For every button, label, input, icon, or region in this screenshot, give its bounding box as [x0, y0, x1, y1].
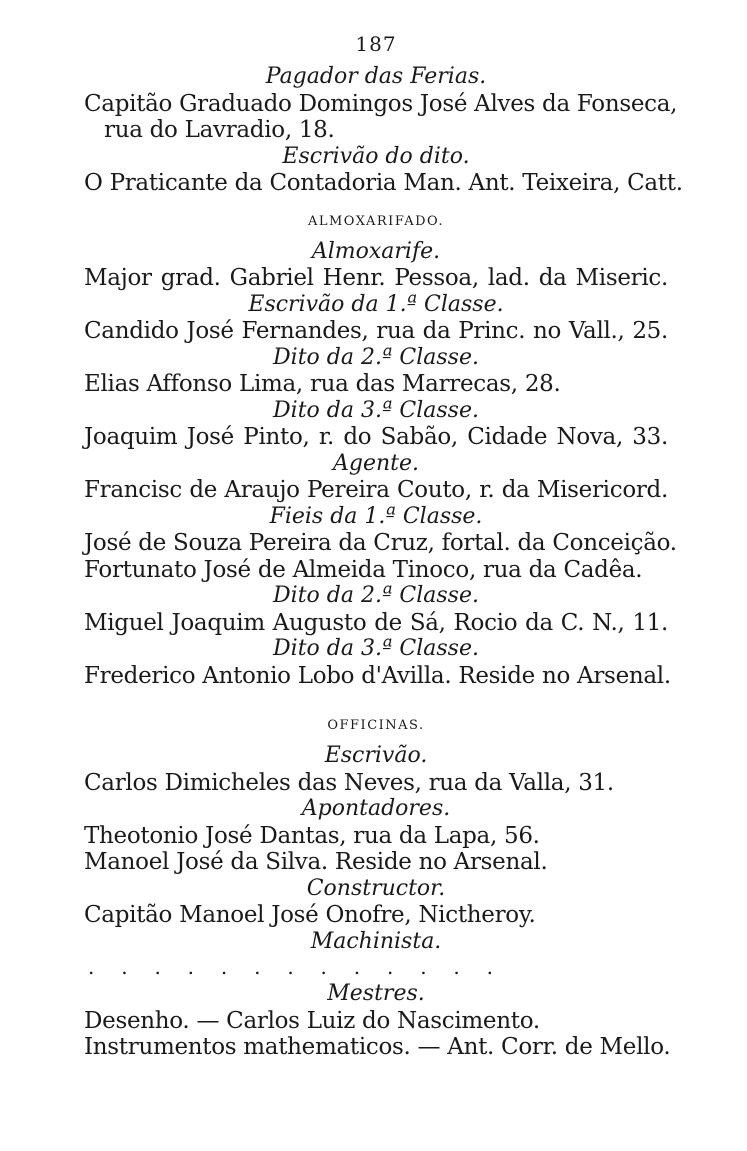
- heading-dito-3-classe: Dito da 3.ª Classe.: [273, 397, 479, 423]
- ellipsis-dot: .: [287, 955, 294, 979]
- heading-apontadores: Apontadores.: [301, 796, 451, 821]
- heading-constructor: Constructor.: [306, 875, 446, 901]
- heading-escrivao-1-classe: Escrivão da 1.ª Classe.: [248, 291, 504, 317]
- heading-escrivao: Escrivão.: [324, 743, 428, 768]
- heading-pagador: Pagador das Ferias.: [265, 64, 487, 89]
- heading-almoxarife: Almoxarife.: [311, 238, 441, 264]
- section-title-almoxarifado: ALMOXARIFADO.: [307, 213, 445, 229]
- heading-machinista: Machinista.: [310, 928, 442, 954]
- entry-text: Capitão Graduado Domingos José Alves da Fonseca,: [84, 90, 678, 117]
- ellipsis-dot: .: [353, 955, 361, 979]
- section-title-officinas: OFFICINAS.: [327, 718, 425, 733]
- ellipsis-dot: .: [220, 955, 228, 979]
- ellipsis-dot: .: [486, 955, 493, 979]
- heading-agente: Agente.: [332, 450, 419, 476]
- entry-text: Miguel Joaquim Augusto de Sá, Rocio da C. N., 11.: [84, 609, 668, 636]
- ellipsis-dot: .: [187, 955, 195, 979]
- entry-text: Carlos Dimicheles das Neves, rua da Valla, 31.: [84, 769, 614, 796]
- entry-text: Elias Affonso Lima, rua das Marrecas, 28.: [84, 371, 561, 397]
- ellipsis-dot: .: [254, 955, 261, 979]
- book-page: [84, 28, 683, 1061]
- heading-dito-3-classe: Dito da 3.ª Classe.: [273, 636, 479, 661]
- entry-text: Candido José Fernandes, rua da Princ. no Vall., 25.: [84, 318, 668, 344]
- entry-text: Capitão Manoel José Onofre, Nictheroy.: [84, 902, 536, 928]
- ellipsis-dot: .: [386, 955, 394, 979]
- entry-text: Instrumentos mathematicos. — Ant. Corr. de Mello.: [84, 1034, 671, 1060]
- ellipsis-dot: .: [320, 955, 327, 979]
- ellipsis-dot: .: [88, 955, 95, 979]
- entry-text: Desenho. — Carlos Luiz do Nascimento.: [84, 1007, 540, 1034]
- entry-text: Manoel José da Silva. Reside no Arsenal.: [84, 849, 548, 875]
- page-number: 187: [355, 32, 397, 56]
- ellipsis-dot: .: [121, 955, 128, 979]
- ellipsis-dot-row: [88, 955, 493, 981]
- heading-escrivao-dito: Escrivão do dito.: [282, 143, 470, 169]
- entry-text: Francisc de Araujo Pereira Couto, r. da Misericord.: [84, 477, 668, 503]
- entry-text: Frederico Antonio Lobo d'Avilla. Reside no Arsenal.: [84, 662, 671, 689]
- ellipsis-dot: .: [420, 955, 427, 979]
- entry-text: José de Souza Pereira da Cruz, fortal. da Conceição.: [84, 530, 677, 556]
- heading-fieis-1-classe: Fieis da 1.ª Classe.: [269, 503, 483, 529]
- entry-text: Major grad. Gabriel Henr. Pessoa, lad. da Miseric.: [84, 265, 668, 291]
- ellipsis-dot: .: [154, 955, 161, 979]
- entry-text: Theotonio José Dantas, rua da Lapa, 56.: [84, 822, 540, 849]
- entry-text: O Praticante da Contadoria Man. Ant. Teixeira, Catt.: [84, 170, 683, 196]
- ellipsis-dot: .: [453, 955, 460, 979]
- heading-dito-2-classe: Dito da 2.ª Classe.: [273, 583, 479, 608]
- entry-text: Fortunato José de Almeida Tinoco, rua da Cadêa.: [84, 556, 643, 583]
- heading-dito-2-classe: Dito da 2.ª Classe.: [273, 344, 479, 370]
- entry-text: Joaquim José Pinto, r. do Sabão, Cidade Nova, 33.: [84, 424, 668, 450]
- entry-text: rua do Lavradio, 18.: [104, 117, 335, 143]
- heading-mestres: Mestres.: [327, 981, 425, 1006]
